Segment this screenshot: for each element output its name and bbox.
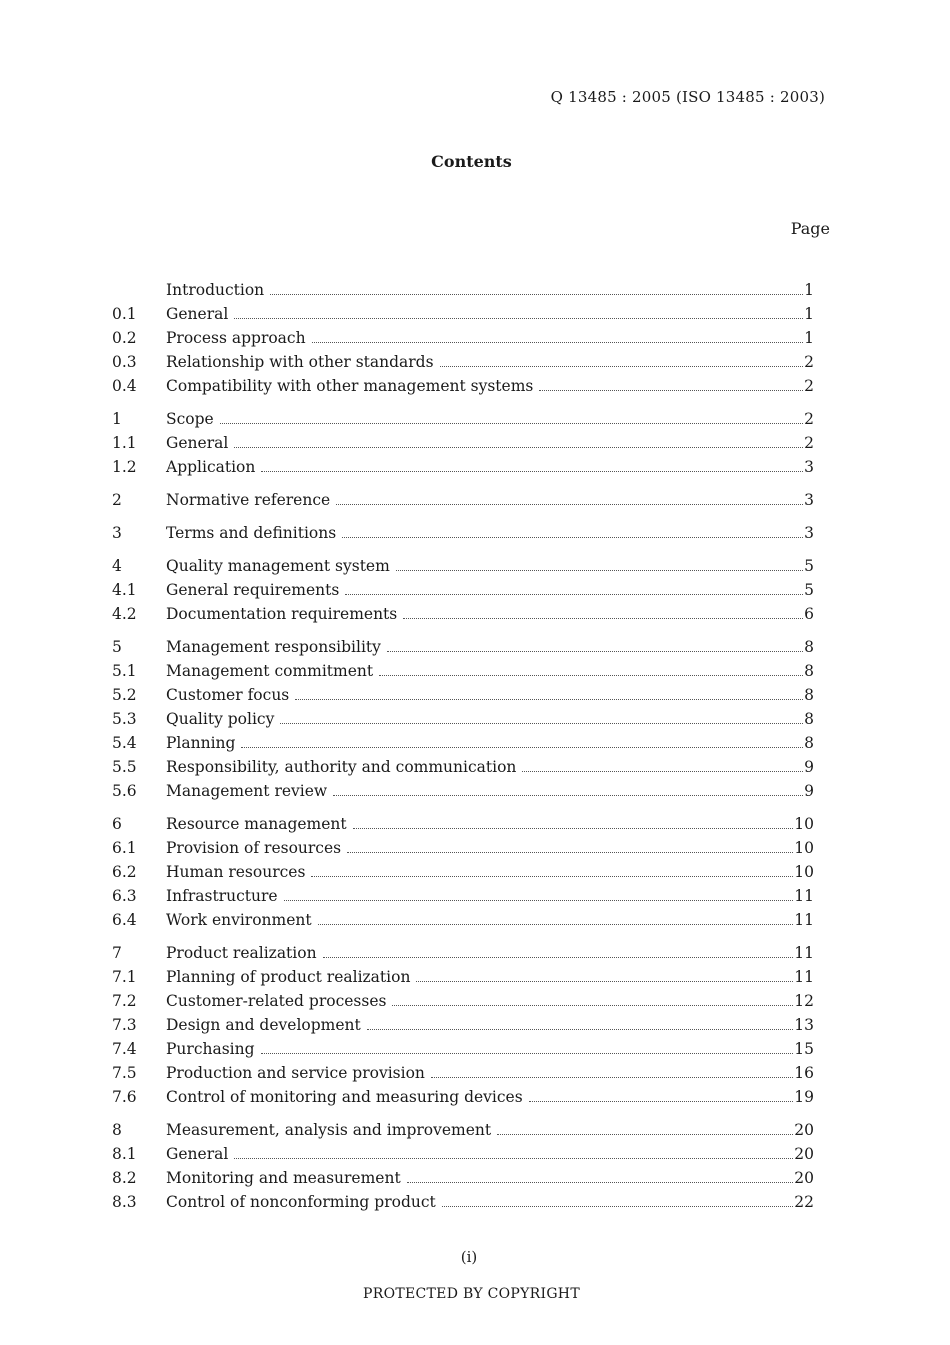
toc-leader-dots bbox=[318, 924, 794, 925]
toc-entry-page: 9 bbox=[804, 782, 814, 800]
toc-entry-title: Design and development bbox=[166, 1016, 361, 1034]
toc-entry-number: 8.3 bbox=[112, 1193, 137, 1211]
toc-entry-page: 5 bbox=[804, 581, 814, 599]
table-of-contents bbox=[112, 281, 814, 1217]
toc-entry[interactable] bbox=[112, 581, 814, 605]
toc-entry-title: Application bbox=[166, 458, 256, 476]
toc-entry-number: 6.1 bbox=[112, 839, 137, 857]
toc-entry[interactable] bbox=[112, 491, 814, 515]
toc-entry-number: 0.4 bbox=[112, 377, 137, 395]
toc-entry-number: 3 bbox=[112, 524, 122, 542]
toc-entry-number: 5.5 bbox=[112, 758, 137, 776]
toc-entry-title: Resource management bbox=[166, 815, 347, 833]
toc-entry-title: Scope bbox=[166, 410, 214, 428]
toc-entry-page: 16 bbox=[794, 1064, 814, 1082]
toc-entry-page: 11 bbox=[794, 944, 814, 962]
toc-leader-dots bbox=[342, 537, 803, 538]
toc-entry-title: Monitoring and measurement bbox=[166, 1169, 401, 1187]
toc-leader-dots bbox=[336, 504, 803, 505]
toc-entry-page: 2 bbox=[804, 377, 814, 395]
toc-entry-page: 22 bbox=[794, 1193, 814, 1211]
toc-entry[interactable] bbox=[112, 557, 814, 581]
toc-entry-number: 6.3 bbox=[112, 887, 137, 905]
toc-entry-number: 5.2 bbox=[112, 686, 137, 704]
toc-entry[interactable] bbox=[112, 1016, 814, 1040]
toc-entry-page: 8 bbox=[804, 734, 814, 752]
toc-entry-title: Control of monitoring and measuring devices bbox=[166, 1088, 523, 1106]
toc-entry-title: Human resources bbox=[166, 863, 306, 881]
toc-entry-title: Normative reference bbox=[166, 491, 331, 509]
toc-entry-number: 4.1 bbox=[112, 581, 137, 599]
toc-entry-title: Compatibility with other management systems bbox=[166, 377, 534, 395]
toc-entry-title: Management review bbox=[166, 782, 328, 800]
toc-leader-dots bbox=[387, 651, 803, 652]
toc-entry-number: 4 bbox=[112, 557, 122, 575]
toc-entry-page: 8 bbox=[804, 710, 814, 728]
toc-entry[interactable] bbox=[112, 410, 814, 434]
toc-leader-dots bbox=[345, 594, 803, 595]
toc-entry-title: Planning of product realization bbox=[166, 968, 411, 986]
toc-entry-title: Purchasing bbox=[166, 1040, 255, 1058]
toc-leader-dots bbox=[497, 1134, 793, 1135]
footer-page-number: (i) bbox=[460, 1248, 478, 1266]
toc-leader-dots bbox=[442, 1206, 794, 1207]
toc-entry-number: 7.2 bbox=[112, 992, 137, 1010]
toc-entry[interactable] bbox=[112, 458, 814, 482]
toc-entry-number: 8.1 bbox=[112, 1145, 137, 1163]
toc-entry[interactable] bbox=[112, 1121, 814, 1145]
toc-entry[interactable] bbox=[112, 281, 814, 305]
toc-entry[interactable] bbox=[112, 1169, 814, 1193]
toc-leader-dots bbox=[234, 447, 803, 448]
toc-entry[interactable] bbox=[112, 1193, 814, 1217]
toc-leader-dots bbox=[347, 852, 793, 853]
toc-entry-page: 2 bbox=[804, 410, 814, 428]
toc-entry-title: Measurement, analysis and improvement bbox=[166, 1121, 492, 1139]
toc-leader-dots bbox=[280, 723, 803, 724]
toc-entry-title: Planning bbox=[166, 734, 236, 752]
toc-entry-title: Management responsibility bbox=[166, 638, 381, 656]
toc-entry-number: 0.2 bbox=[112, 329, 137, 347]
toc-entry[interactable] bbox=[112, 968, 814, 992]
toc-entry-page: 1 bbox=[804, 329, 814, 347]
toc-entry-title: Quality policy bbox=[166, 710, 275, 728]
toc-entry[interactable] bbox=[112, 662, 814, 686]
toc-entry[interactable] bbox=[112, 1088, 814, 1112]
toc-entry-number: 1.1 bbox=[112, 434, 137, 452]
toc-entry-number: 7.1 bbox=[112, 968, 137, 986]
toc-entry-title: Customer-related processes bbox=[166, 992, 387, 1010]
toc-entry-number: 5 bbox=[112, 638, 122, 656]
toc-entry[interactable] bbox=[112, 782, 814, 806]
toc-entry-number: 1.2 bbox=[112, 458, 137, 476]
document-identifier: Q 13485 : 2005 (ISO 13485 : 2003) bbox=[550, 88, 825, 106]
toc-entry-page: 1 bbox=[804, 281, 814, 299]
toc-leader-dots bbox=[431, 1077, 793, 1078]
page-title: Contents bbox=[431, 152, 512, 171]
toc-entry[interactable] bbox=[112, 1145, 814, 1169]
toc-entry-number: 7.3 bbox=[112, 1016, 137, 1034]
toc-leader-dots bbox=[261, 1053, 794, 1054]
toc-leader-dots bbox=[312, 342, 803, 343]
toc-entry-page: 12 bbox=[794, 992, 814, 1010]
toc-entry-number: 7.4 bbox=[112, 1040, 137, 1058]
toc-leader-dots bbox=[220, 423, 803, 424]
toc-entry[interactable] bbox=[112, 638, 814, 662]
toc-entry-title: Production and service provision bbox=[166, 1064, 425, 1082]
toc-entry[interactable] bbox=[112, 887, 814, 911]
toc-leader-dots bbox=[392, 1005, 793, 1006]
toc-entry[interactable] bbox=[112, 305, 814, 329]
toc-entry-number: 5.6 bbox=[112, 782, 137, 800]
toc-entry-page: 11 bbox=[794, 968, 814, 986]
toc-entry-number: 7.5 bbox=[112, 1064, 137, 1082]
toc-entry-number: 6 bbox=[112, 815, 122, 833]
toc-entry-title: Quality management system bbox=[166, 557, 390, 575]
toc-entry[interactable] bbox=[112, 1064, 814, 1088]
toc-entry-page: 20 bbox=[794, 1169, 814, 1187]
toc-entry-number: 7 bbox=[112, 944, 122, 962]
toc-leader-dots bbox=[241, 747, 803, 748]
toc-entry-page: 19 bbox=[794, 1088, 814, 1106]
toc-entry-number: 8 bbox=[112, 1121, 122, 1139]
toc-leader-dots bbox=[261, 471, 803, 472]
toc-entry-title: General bbox=[166, 1145, 229, 1163]
toc-entry[interactable] bbox=[112, 434, 814, 458]
toc-leader-dots bbox=[284, 900, 794, 901]
toc-entry-page: 2 bbox=[804, 434, 814, 452]
toc-entry-title: Terms and definitions bbox=[166, 524, 337, 542]
toc-entry-number: 8.2 bbox=[112, 1169, 137, 1187]
toc-leader-dots bbox=[367, 1029, 794, 1030]
toc-entry-number: 2 bbox=[112, 491, 122, 509]
toc-entry-page: 11 bbox=[794, 887, 814, 905]
toc-leader-dots bbox=[396, 570, 803, 571]
toc-entry[interactable] bbox=[112, 911, 814, 935]
toc-leader-dots bbox=[407, 1182, 794, 1183]
toc-entry-number: 0.1 bbox=[112, 305, 137, 323]
toc-leader-dots bbox=[311, 876, 793, 877]
toc-entry-page: 10 bbox=[794, 839, 814, 857]
toc-entry-title: Customer focus bbox=[166, 686, 290, 704]
toc-entry-title: General bbox=[166, 305, 229, 323]
toc-entry-page: 11 bbox=[794, 911, 814, 929]
toc-entry-title: Product realization bbox=[166, 944, 317, 962]
toc-leader-dots bbox=[416, 981, 793, 982]
toc-entry[interactable] bbox=[112, 377, 814, 401]
toc-entry-title: Responsibility, authority and communication bbox=[166, 758, 517, 776]
toc-entry-title: Documentation requirements bbox=[166, 605, 398, 623]
toc-leader-dots bbox=[353, 828, 794, 829]
toc-leader-dots bbox=[440, 366, 803, 367]
toc-entry-page: 10 bbox=[794, 863, 814, 881]
toc-entry-title: Work environment bbox=[166, 911, 312, 929]
toc-entry[interactable] bbox=[112, 524, 814, 548]
toc-leader-dots bbox=[379, 675, 803, 676]
toc-entry-page: 15 bbox=[794, 1040, 814, 1058]
toc-entry-page: 13 bbox=[794, 1016, 814, 1034]
toc-entry-page: 8 bbox=[804, 638, 814, 656]
toc-entry-number: 1 bbox=[112, 410, 122, 428]
toc-entry[interactable] bbox=[112, 758, 814, 782]
copyright-notice: PROTECTED BY COPYRIGHT bbox=[363, 1286, 580, 1302]
toc-entry-page: 6 bbox=[804, 605, 814, 623]
toc-entry[interactable] bbox=[112, 992, 814, 1016]
toc-leader-dots bbox=[234, 318, 803, 319]
toc-entry-title: Management commitment bbox=[166, 662, 374, 680]
toc-entry-title: Infrastructure bbox=[166, 887, 278, 905]
toc-entry-page: 8 bbox=[804, 662, 814, 680]
toc-entry-page: 1 bbox=[804, 305, 814, 323]
toc-leader-dots bbox=[333, 795, 803, 796]
toc-entry[interactable] bbox=[112, 944, 814, 968]
toc-entry-number: 7.6 bbox=[112, 1088, 137, 1106]
toc-entry[interactable] bbox=[112, 815, 814, 839]
toc-leader-dots bbox=[529, 1101, 794, 1102]
toc-entry-page: 3 bbox=[804, 524, 814, 542]
toc-entry-page: 2 bbox=[804, 353, 814, 371]
toc-entry-page: 20 bbox=[794, 1121, 814, 1139]
toc-entry-title: Introduction bbox=[166, 281, 265, 299]
toc-entry-number: 0.3 bbox=[112, 353, 137, 371]
toc-entry-number: 5.1 bbox=[112, 662, 137, 680]
toc-entry-page: 10 bbox=[794, 815, 814, 833]
toc-entry[interactable] bbox=[112, 1040, 814, 1064]
toc-entry-page: 20 bbox=[794, 1145, 814, 1163]
toc-entry[interactable] bbox=[112, 734, 814, 758]
toc-entry-title: Provision of resources bbox=[166, 839, 342, 857]
toc-entry-page: 5 bbox=[804, 557, 814, 575]
toc-leader-dots bbox=[539, 390, 803, 391]
toc-entry-page: 3 bbox=[804, 491, 814, 509]
toc-leader-dots bbox=[403, 618, 803, 619]
toc-entry-title: General requirements bbox=[166, 581, 340, 599]
toc-entry[interactable] bbox=[112, 353, 814, 377]
toc-entry-page: 8 bbox=[804, 686, 814, 704]
toc-entry-number: 6.2 bbox=[112, 863, 137, 881]
toc-entry[interactable] bbox=[112, 686, 814, 710]
toc-entry-number: 4.2 bbox=[112, 605, 137, 623]
toc-entry-title: Process approach bbox=[166, 329, 306, 347]
toc-entry-title: Control of nonconforming product bbox=[166, 1193, 436, 1211]
toc-entry-number: 5.3 bbox=[112, 710, 137, 728]
toc-entry-page: 9 bbox=[804, 758, 814, 776]
toc-entry[interactable] bbox=[112, 605, 814, 629]
toc-entry[interactable] bbox=[112, 839, 814, 863]
toc-entry-number: 6.4 bbox=[112, 911, 137, 929]
toc-leader-dots bbox=[295, 699, 803, 700]
toc-leader-dots bbox=[270, 294, 803, 295]
toc-entry[interactable] bbox=[112, 863, 814, 887]
toc-leader-dots bbox=[522, 771, 803, 772]
toc-entry-number: 5.4 bbox=[112, 734, 137, 752]
toc-entry-page: 3 bbox=[804, 458, 814, 476]
toc-entry-title: General bbox=[166, 434, 229, 452]
toc-leader-dots bbox=[323, 957, 794, 958]
toc-entry[interactable] bbox=[112, 329, 814, 353]
toc-entry[interactable] bbox=[112, 710, 814, 734]
toc-entry-title: Relationship with other standards bbox=[166, 353, 434, 371]
toc-leader-dots bbox=[234, 1158, 793, 1159]
page-column-label: Page bbox=[790, 219, 830, 238]
